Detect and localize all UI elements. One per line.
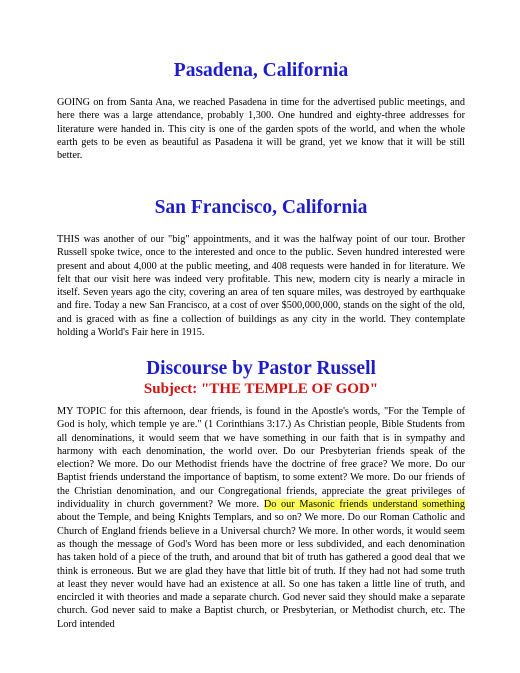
paragraph-text-before: MY TOPIC for this afternoon, dear friends, is found in the Apostle's words, "For the Temple of God is holy, which temple ye are." (1 Corinthians 3:17.) As Christian people, Bible Students from all denominations, it would seem that we have something in our faith that is in sympathy and harmony with each denomination, the world over. Do our Presbyterian friends speak of the election? We more. Do our Methodist friends have the doctrine of free grace? We more. Do our Baptist friends understand the importance of baptism, to some extent? We more. Do our friends of the Christian denomination, and our Congregational friends, appreciate the great privileges of individuality in church government? We more. [57,406,465,511]
section-discourse [57,358,465,631]
section-paragraph [57,405,465,631]
section-heading: San Francisco, California [154,197,368,218]
paragraph-text-after: about the Temple, and being Knights Templars, and so on? We more. Do our Roman Catholic and Church of England friends believe in a Universal church? We more. In other words, it would seem as though the message of God's Word has been more or less subdivided, and each denomination has taken hold of a piece of the truth, and around that bit of truth has gathered a good deal that we think is erroneous. But we are glad they have that little bit of truth. If they had not had some truth at least they never would have had an existence at all. So one has taken a little line of truth, and encircled it with theories and made a separate church. God never said they should make a separate church. God never said to make a Baptist church, or Presbyterian, or Methodist church, etc. The Lord intended [57,512,465,630]
section-paragraph: GOING on from Santa Ana, we reached Pasadena in time for the advertised public meetings, and here there was a large attendance, probably 1,300. One hundred and eighty-three addresses for literature were handed in. This city is one of the garden spots of the world, and when the whole earth gets to be even as beautiful as Pasadena it will be grand, yet we know that it will be still better. [57,97,465,162]
section-heading: Discourse by Pastor Russell [146,358,376,379]
section-paragraph: THIS was another of our "big" appointments, and it was the halfway point of our tour. Brother Russell spoke twice, once to the interested and once to the public. Seven hundred interested were present and about 4,000 at the public meeting, and 408 requests were handed in for literature. We felt that our visit here was indeed very profitable. This new, modern city is nearly a miracle in itself. Seven years ago the city, covering an area of ten square miles, was destroyed by earthquake and fire. Today a new San Francisco, at a cost of over $500,000,000, stands on the sight of the old, and is graced with as fine a collection of buildings as any city in the world. They contemplate holding a World's Fair here in 1915. [57,234,465,339]
section-san-francisco [57,197,465,339]
highlighted-text[interactable]: Do our Masonic friends understand something [263,499,465,511]
section-heading: Pasadena, California [173,60,349,81]
section-subtitle: Subject: "THE TEMPLE OF GOD" [143,381,379,397]
section-pasadena [57,60,465,162]
